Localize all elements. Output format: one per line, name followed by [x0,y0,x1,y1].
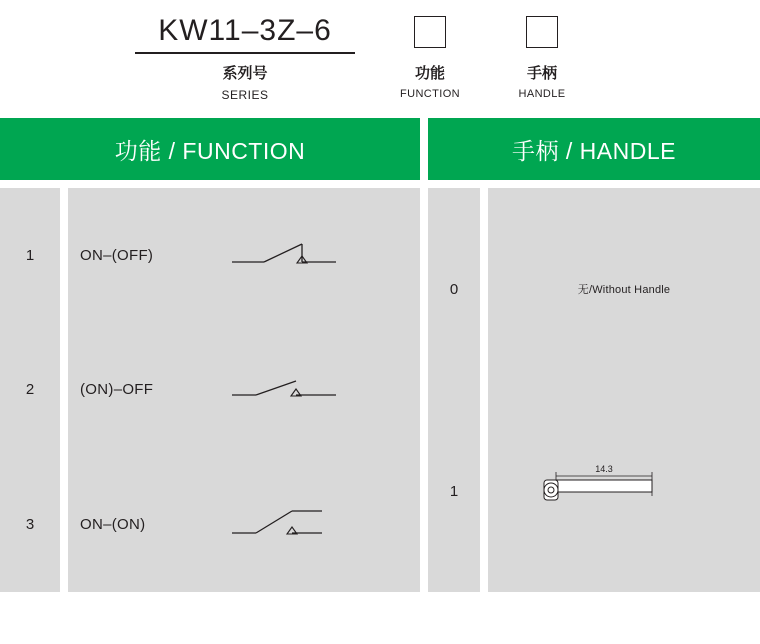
section-header-gap [420,118,428,180]
header [0,0,760,118]
table-row [488,390,760,592]
function-code: 2 [25,381,35,399]
function-code-block [375,12,485,102]
switch-symbol-icon [230,499,340,549]
handle-label-cn: 手柄 [526,65,557,82]
function-label: ON–(OFF) [80,246,154,264]
column-gap [60,188,68,592]
handle-cell [488,281,760,297]
function-content-column [68,188,420,592]
function-label: (ON)–OFF [80,381,154,399]
table-row [0,457,60,592]
table-row [68,323,420,458]
section-headers [0,118,760,180]
table-row [68,188,420,323]
table-row [428,390,480,592]
tables-body [0,188,760,592]
function-code: 3 [25,515,35,533]
handle-content-column [488,188,760,592]
handle-note: 无/Without Handle [577,284,671,296]
switch-symbol-icon [230,365,340,415]
handle-table [428,188,760,592]
part-number-block [130,12,360,103]
part-number: KW11–3Z–6 [158,14,332,47]
function-label-cn: 功能 [414,65,445,82]
function-section-header: 功能 / FUNCTION [0,118,420,180]
handle-cell [488,456,760,526]
function-code-column [0,188,60,592]
function-table [0,188,420,592]
part-number-underline [135,52,355,54]
table-row [428,188,480,390]
function-label-en: FUNCTION [399,88,461,100]
column-gap [480,188,488,592]
table-row [0,323,60,458]
handle-section-header: 手柄 / HANDLE [428,118,760,180]
function-code: 1 [25,246,35,264]
table-row [0,188,60,323]
handle-code: 0 [449,280,459,298]
function-code-box[interactable] [414,16,446,48]
handle-code-box[interactable] [526,16,558,48]
handle-code: 1 [449,482,459,500]
table-row [488,188,760,390]
series-label-en: SERIES [221,88,269,102]
handle-drawing-icon [534,456,714,526]
handle-label-en: HANDLE [518,88,566,100]
function-label: ON–(ON) [80,515,146,533]
group-gap [420,188,428,592]
series-label-cn: 系列号 [222,65,268,82]
handle-dimension-label: 14.3 [595,464,613,474]
handle-code-block [487,12,597,102]
switch-symbol-icon [230,230,340,280]
handle-code-column [428,188,480,592]
table-row [68,457,420,592]
